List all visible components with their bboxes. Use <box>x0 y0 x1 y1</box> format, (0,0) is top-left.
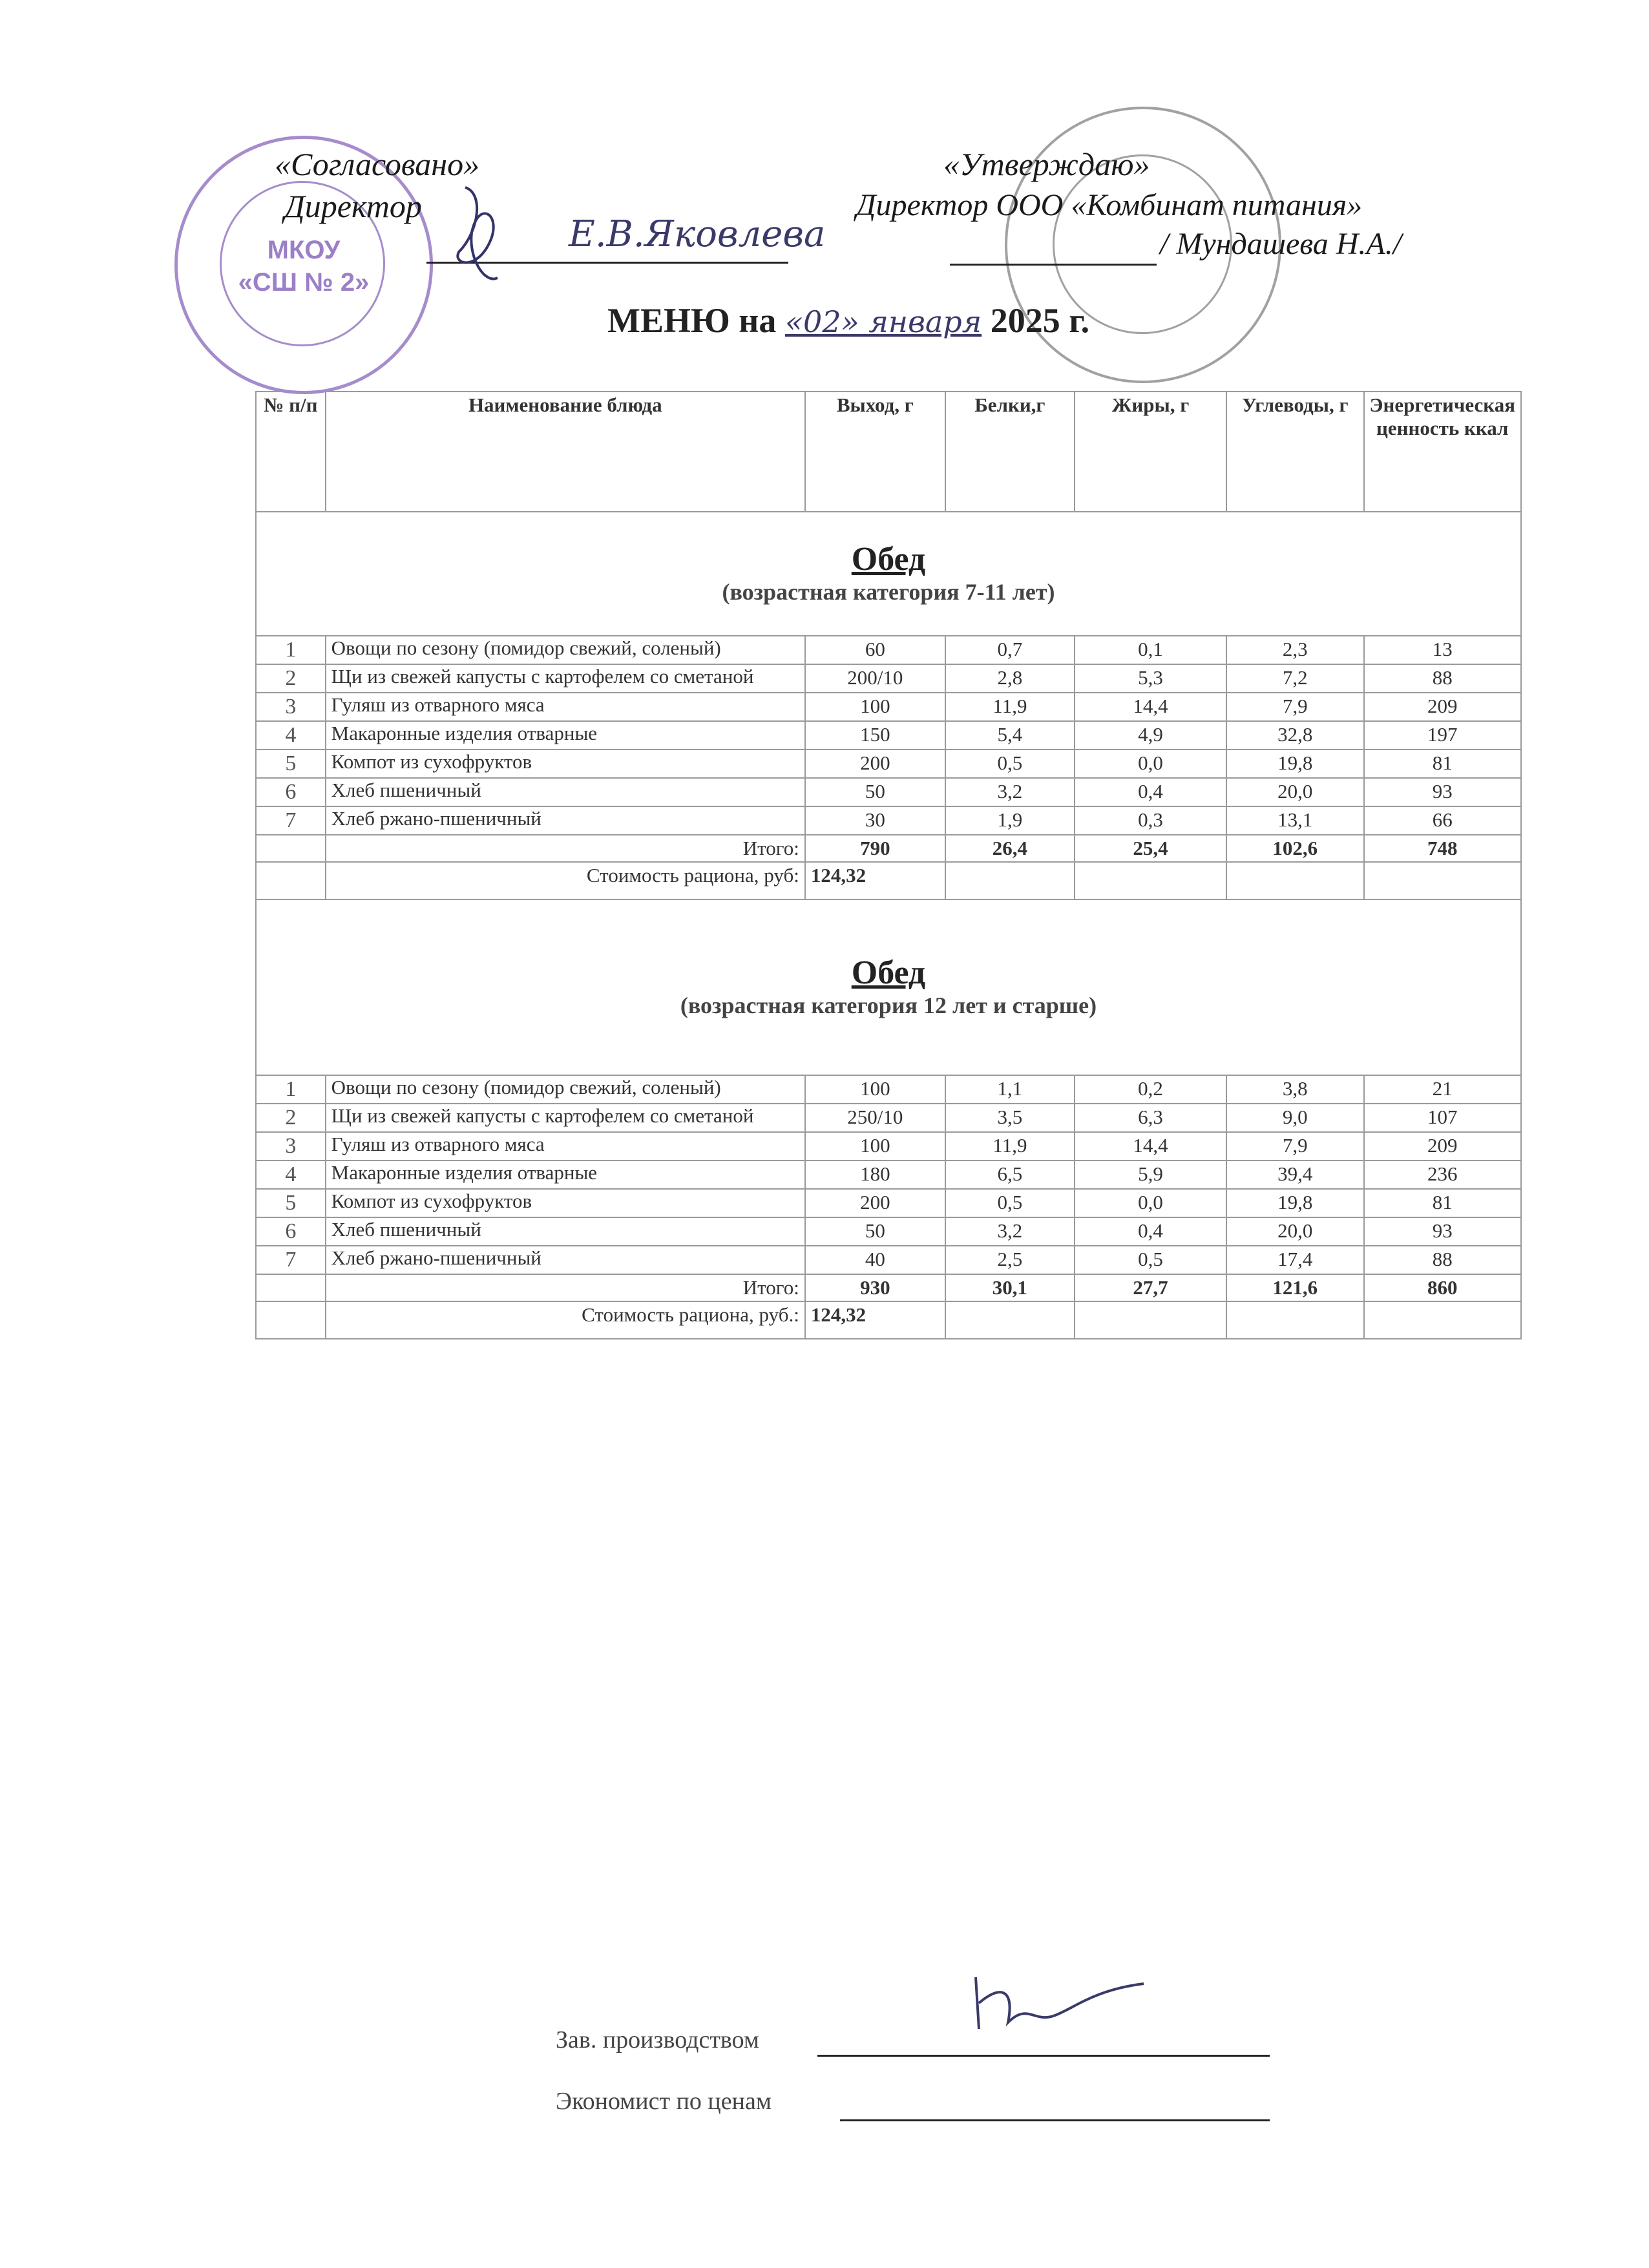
energy-value: 88 <box>1364 1246 1522 1274</box>
cost-empty-cell <box>945 862 1075 899</box>
carbs-value: 7,9 <box>1226 693 1363 721</box>
energy-value: 13 <box>1364 636 1522 664</box>
fat-value: 0,3 <box>1075 806 1226 835</box>
table-row <box>256 806 1521 835</box>
energy-value: 236 <box>1364 1160 1522 1189</box>
energy-value: 88 <box>1364 664 1522 693</box>
cost-empty-cell <box>1226 1301 1363 1339</box>
section-subtitle: (возрастная категория 12 лет и старше) <box>680 992 1097 1018</box>
row-number: 3 <box>256 693 326 721</box>
cost-empty-cell <box>1364 862 1522 899</box>
fat-value: 0,1 <box>1075 636 1226 664</box>
fat-value: 0,4 <box>1075 1217 1226 1246</box>
table-row <box>256 750 1521 778</box>
protein-value: 6,5 <box>945 1160 1075 1189</box>
total-protein: 30,1 <box>945 1274 1075 1301</box>
menu-date-handwritten: «02» января <box>784 304 982 339</box>
dish-name: Компот из сухофруктов <box>326 750 805 778</box>
energy-value: 21 <box>1364 1075 1522 1104</box>
cost-empty-cell <box>1364 1301 1522 1339</box>
row-number: 7 <box>256 806 326 835</box>
energy-value: 81 <box>1364 750 1522 778</box>
carbs-value: 32,8 <box>1226 721 1363 750</box>
carbs-value: 2,3 <box>1226 636 1363 664</box>
output-value: 50 <box>805 1217 945 1246</box>
table-row <box>256 1160 1521 1189</box>
table-row <box>256 1075 1521 1104</box>
row-number: 4 <box>256 1160 326 1189</box>
table-row <box>256 1104 1521 1132</box>
total-row <box>256 1274 1521 1301</box>
section-header-row <box>256 899 1521 1075</box>
output-value: 200 <box>805 750 945 778</box>
col-header-number: № п/п <box>256 392 326 512</box>
row-number: 7 <box>256 1246 326 1274</box>
energy-value: 93 <box>1364 778 1522 806</box>
protein-value: 0,5 <box>945 750 1075 778</box>
energy-value: 93 <box>1364 1217 1522 1246</box>
protein-value: 3,5 <box>945 1104 1075 1132</box>
protein-value: 5,4 <box>945 721 1075 750</box>
fat-value: 14,4 <box>1075 1132 1226 1160</box>
table-row <box>256 1217 1521 1246</box>
protein-value: 11,9 <box>945 1132 1075 1160</box>
left-signature-scribble <box>439 174 523 291</box>
total-carbs: 102,6 <box>1226 835 1363 862</box>
left-signature-name: Е.В.Яковлева <box>569 213 826 255</box>
dish-name: Щи из свежей капусты с картофелем со сметаной <box>326 1104 805 1132</box>
energy-value: 209 <box>1364 1132 1522 1160</box>
table-row <box>256 1246 1521 1274</box>
protein-value: 2,8 <box>945 664 1075 693</box>
energy-value: 107 <box>1364 1104 1522 1132</box>
table-row <box>256 1189 1521 1217</box>
protein-value: 1,1 <box>945 1075 1075 1104</box>
stamp-line1: МКОУ <box>267 236 341 264</box>
total-protein: 26,4 <box>945 835 1075 862</box>
menu-title-prefix: МЕНЮ на <box>607 301 777 340</box>
cost-empty-cell <box>256 1301 326 1339</box>
table-row <box>256 693 1521 721</box>
total-fat: 25,4 <box>1075 835 1226 862</box>
output-value: 100 <box>805 1132 945 1160</box>
dish-name: Макаронные изделия отварные <box>326 721 805 750</box>
approved-director-label: Директор ООО «Комбинат питания» <box>856 188 1363 222</box>
row-number: 2 <box>256 1104 326 1132</box>
total-energy: 748 <box>1364 835 1522 862</box>
fat-value: 6,3 <box>1075 1104 1226 1132</box>
section-title-cell <box>256 899 1521 1075</box>
carbs-value: 20,0 <box>1226 778 1363 806</box>
total-label: Итого: <box>326 835 805 862</box>
total-label: Итого: <box>326 1274 805 1301</box>
output-value: 150 <box>805 721 945 750</box>
carbs-value: 20,0 <box>1226 1217 1363 1246</box>
section-title-cell <box>256 512 1521 636</box>
dish-name: Гуляш из отварного мяса <box>326 1132 805 1160</box>
agreed-label: «Согласовано» <box>275 146 480 182</box>
total-carbs: 121,6 <box>1226 1274 1363 1301</box>
col-header-dish: Наименование блюда <box>326 392 805 512</box>
cost-empty-cell <box>945 1301 1075 1339</box>
stamp-line2: «СШ № 2» <box>238 268 370 297</box>
output-value: 50 <box>805 778 945 806</box>
right-signature-line <box>950 226 1157 266</box>
row-number: 6 <box>256 1217 326 1246</box>
col-header-carbs: Углеводы, г <box>1226 392 1363 512</box>
cost-label: Стоимость рациона, руб.: <box>326 1301 805 1339</box>
table-row <box>256 636 1521 664</box>
dish-name: Хлеб пшеничный <box>326 1217 805 1246</box>
cost-row <box>256 1301 1521 1339</box>
output-value: 40 <box>805 1246 945 1274</box>
carbs-value: 7,2 <box>1226 664 1363 693</box>
menu-title <box>607 300 1089 341</box>
protein-value: 2,5 <box>945 1246 1075 1274</box>
protein-value: 3,2 <box>945 778 1075 806</box>
output-value: 180 <box>805 1160 945 1189</box>
section-subtitle: (возрастная категория 7-11 лет) <box>722 578 1055 605</box>
total-row <box>256 835 1521 862</box>
carbs-value: 7,9 <box>1226 1132 1363 1160</box>
carbs-value: 9,0 <box>1226 1104 1363 1132</box>
fat-value: 0,5 <box>1075 1246 1226 1274</box>
protein-value: 0,5 <box>945 1189 1075 1217</box>
menu-year: 2025 г. <box>990 301 1090 340</box>
carbs-value: 19,8 <box>1226 750 1363 778</box>
row-number: 2 <box>256 664 326 693</box>
total-output: 930 <box>805 1274 945 1301</box>
agreed-director-label: Директор <box>284 188 422 224</box>
cost-empty-cell <box>256 862 326 899</box>
row-number: 1 <box>256 636 326 664</box>
fat-value: 14,4 <box>1075 693 1226 721</box>
table-body <box>256 512 1521 1339</box>
dish-name: Хлеб ржано-пшеничный <box>326 1246 805 1274</box>
fat-value: 0,0 <box>1075 1189 1226 1217</box>
dish-name: Макаронные изделия отварные <box>326 1160 805 1189</box>
output-value: 30 <box>805 806 945 835</box>
approved-label: «Утверждаю» <box>943 146 1150 182</box>
carbs-value: 19,8 <box>1226 1189 1363 1217</box>
output-value: 100 <box>805 1075 945 1104</box>
cost-row <box>256 862 1521 899</box>
row-number: 1 <box>256 1075 326 1104</box>
total-energy: 860 <box>1364 1274 1522 1301</box>
dish-name: Хлеб ржано-пшеничный <box>326 806 805 835</box>
dish-name: Хлеб пшеничный <box>326 778 805 806</box>
dish-name: Овощи по сезону (помидор свежий, соленый) <box>326 636 805 664</box>
col-header-energy: Энергетическая ценность ккал <box>1364 392 1522 512</box>
output-value: 200 <box>805 1189 945 1217</box>
dish-name: Щи из свежей капусты с картофелем со сметаной <box>326 664 805 693</box>
footer-economist-signature-line <box>840 2087 1270 2121</box>
footer-production-signature <box>963 1964 1157 2042</box>
footer-economist-label: Экономист по ценам <box>556 2088 772 2115</box>
energy-value: 209 <box>1364 693 1522 721</box>
section-title: Обед <box>851 540 926 578</box>
row-number: 4 <box>256 721 326 750</box>
output-value: 100 <box>805 693 945 721</box>
fat-value: 5,3 <box>1075 664 1226 693</box>
total-empty-cell <box>256 835 326 862</box>
energy-value: 66 <box>1364 806 1522 835</box>
protein-value: 11,9 <box>945 693 1075 721</box>
cost-value: 124,32 <box>805 862 945 899</box>
carbs-value: 17,4 <box>1226 1246 1363 1274</box>
row-number: 5 <box>256 750 326 778</box>
section-header-row <box>256 512 1521 636</box>
cost-value: 124,32 <box>805 1301 945 1339</box>
protein-value: 0,7 <box>945 636 1075 664</box>
table-row <box>256 721 1521 750</box>
fat-value: 0,0 <box>1075 750 1226 778</box>
dish-name: Гуляш из отварного мяса <box>326 693 805 721</box>
approved-director-name: / Мундашева Н.А./ <box>1160 227 1402 261</box>
fat-value: 5,9 <box>1075 1160 1226 1189</box>
fat-value: 4,9 <box>1075 721 1226 750</box>
col-header-output: Выход, г <box>805 392 945 512</box>
table-row <box>256 778 1521 806</box>
carbs-value: 39,4 <box>1226 1160 1363 1189</box>
total-output: 790 <box>805 835 945 862</box>
table-header-row <box>256 392 1521 512</box>
table-row <box>256 664 1521 693</box>
table-row <box>256 1132 1521 1160</box>
protein-value: 3,2 <box>945 1217 1075 1246</box>
menu-table <box>255 391 1522 1339</box>
dish-name: Овощи по сезону (помидор свежий, соленый) <box>326 1075 805 1104</box>
row-number: 3 <box>256 1132 326 1160</box>
carbs-value: 13,1 <box>1226 806 1363 835</box>
cost-empty-cell <box>1075 862 1226 899</box>
output-value: 200/10 <box>805 664 945 693</box>
section-title: Обед <box>851 954 926 991</box>
output-value: 60 <box>805 636 945 664</box>
protein-value: 1,9 <box>945 806 1075 835</box>
cost-empty-cell <box>1226 862 1363 899</box>
dish-name: Компот из сухофруктов <box>326 1189 805 1217</box>
fat-value: 0,4 <box>1075 778 1226 806</box>
row-number: 6 <box>256 778 326 806</box>
cost-label: Стоимость рациона, руб: <box>326 862 805 899</box>
total-fat: 27,7 <box>1075 1274 1226 1301</box>
output-value: 250/10 <box>805 1104 945 1132</box>
col-header-fat: Жиры, г <box>1075 392 1226 512</box>
energy-value: 197 <box>1364 721 1522 750</box>
energy-value: 81 <box>1364 1189 1522 1217</box>
fat-value: 0,2 <box>1075 1075 1226 1104</box>
footer-production-label: Зав. производством <box>556 2026 759 2053</box>
col-header-protein: Белки,г <box>945 392 1075 512</box>
carbs-value: 3,8 <box>1226 1075 1363 1104</box>
row-number: 5 <box>256 1189 326 1217</box>
total-empty-cell <box>256 1274 326 1301</box>
cost-empty-cell <box>1075 1301 1226 1339</box>
